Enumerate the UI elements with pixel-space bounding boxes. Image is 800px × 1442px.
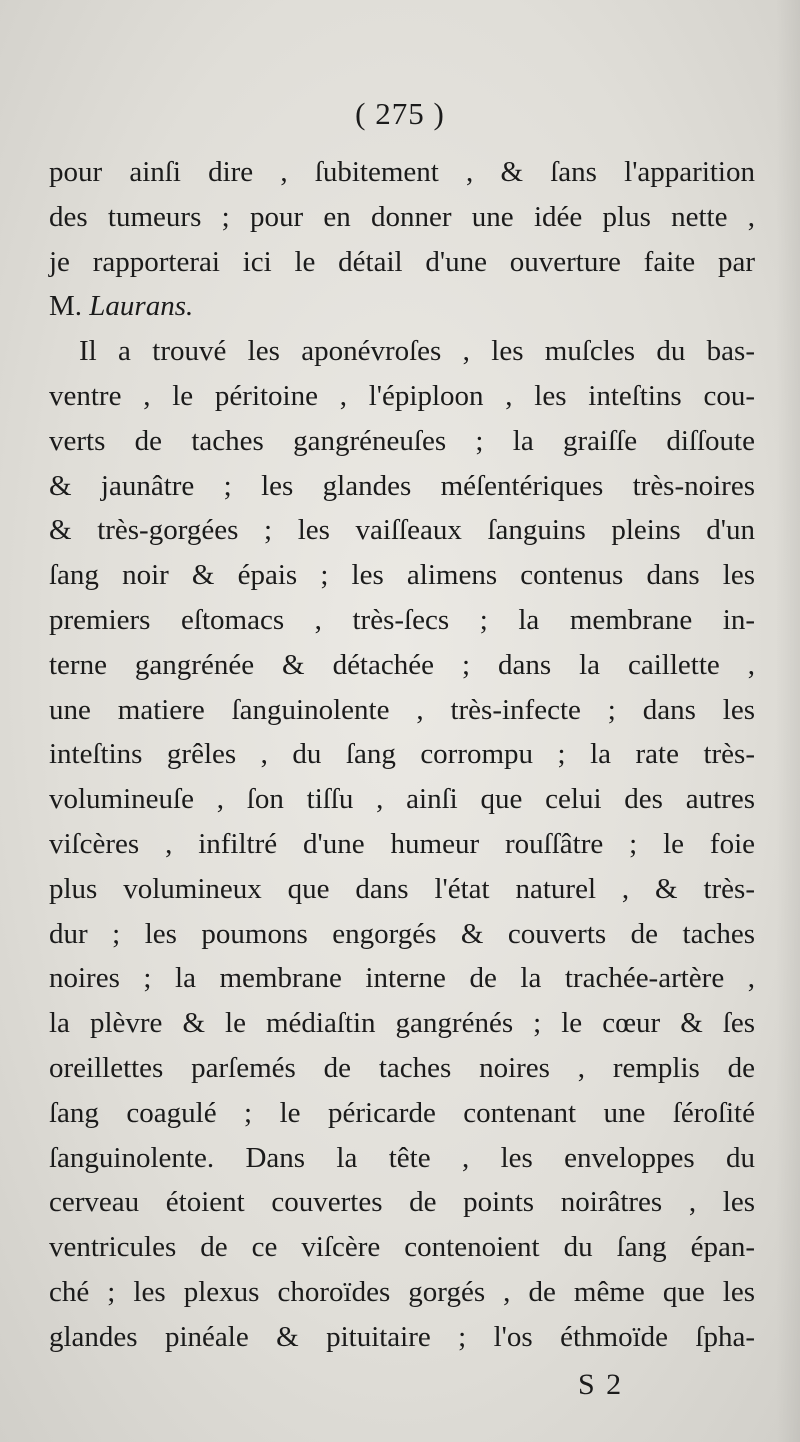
text-line: pour ainſi dire , ſubitement , & ſans l'apparition — [49, 156, 755, 188]
text-line: & jaunâtre ; les glandes méſentériques très-noires — [49, 469, 755, 502]
text-line: ventre , le péritoine , l'épiploon , les inteſtins cou- — [49, 379, 755, 412]
body-text — [49, 150, 755, 1360]
text-line: la plèvre & le médiaſtin gangrénés ; le cœur & ſes — [49, 1007, 755, 1040]
text-line: ſang coagulé ; le péricarde contenant une ſéroſité — [49, 1096, 755, 1129]
text-line: une matiere ſanguinolente , très-infecte ; dans les — [49, 693, 755, 726]
text-line: cerveau étoient couvertes de points noirâtres , les — [49, 1186, 755, 1219]
text-line: oreillettes parſemés de taches noires , remplis de — [49, 1051, 755, 1084]
text-line: ché ; les plexus choroïdes gorgés , de même que les — [49, 1275, 755, 1308]
text-line: terne gangrénée & détachée ; dans la caillette , — [49, 648, 755, 681]
text-line: noires ; la membrane interne de la trachée-artère , — [49, 962, 755, 995]
text-line: premiers eſtomacs , très-ſecs ; la membrane in- — [49, 603, 755, 636]
text-line: des tumeurs ; pour en donner une idée plus nette , — [49, 200, 755, 233]
text-line-author — [49, 284, 755, 329]
paragraph-start-line: Il a trouvé les aponévroſes , les muſcles du bas- — [79, 335, 755, 368]
text-line: inteſtins grêles , du ſang corrompu ; la rate très- — [49, 738, 755, 771]
page-edge-shadow — [776, 0, 800, 1442]
page-number-header: ( 275 ) — [355, 96, 445, 131]
signature-mark: S 2 — [578, 1368, 624, 1401]
text-line: volumineuſe , ſon tiſſu , ainſi que celui des autres — [49, 783, 755, 816]
text-line: ſanguinolente. Dans la tête , les enveloppes du — [49, 1141, 755, 1174]
text-line: & très-gorgées ; les vaiſſeaux ſanguins pleins d'un — [49, 514, 755, 547]
author-prefix: M. — [49, 290, 90, 323]
text-line: ſang noir & épais ; les alimens contenus dans les — [49, 559, 755, 592]
text-line: ventricules de ce viſcère contenoient du ſang épan- — [49, 1231, 755, 1264]
author-name: Laurans. — [89, 290, 194, 323]
text-line: plus volumineux que dans l'état naturel , & très- — [49, 872, 755, 905]
text-line: glandes pinéale & pituitaire ; l'os éthmoïde ſpha- — [49, 1320, 755, 1353]
text-line: je rapporterai ici le détail d'une ouverture faite par — [49, 245, 755, 278]
text-line: verts de taches gangréneuſes ; la graiſſe diſſoute — [49, 424, 755, 457]
text-line: dur ; les poumons engorgés & couverts de taches — [49, 917, 755, 950]
text-line: viſcères , infiltré d'une humeur rouſſâtre ; le foie — [49, 827, 755, 860]
